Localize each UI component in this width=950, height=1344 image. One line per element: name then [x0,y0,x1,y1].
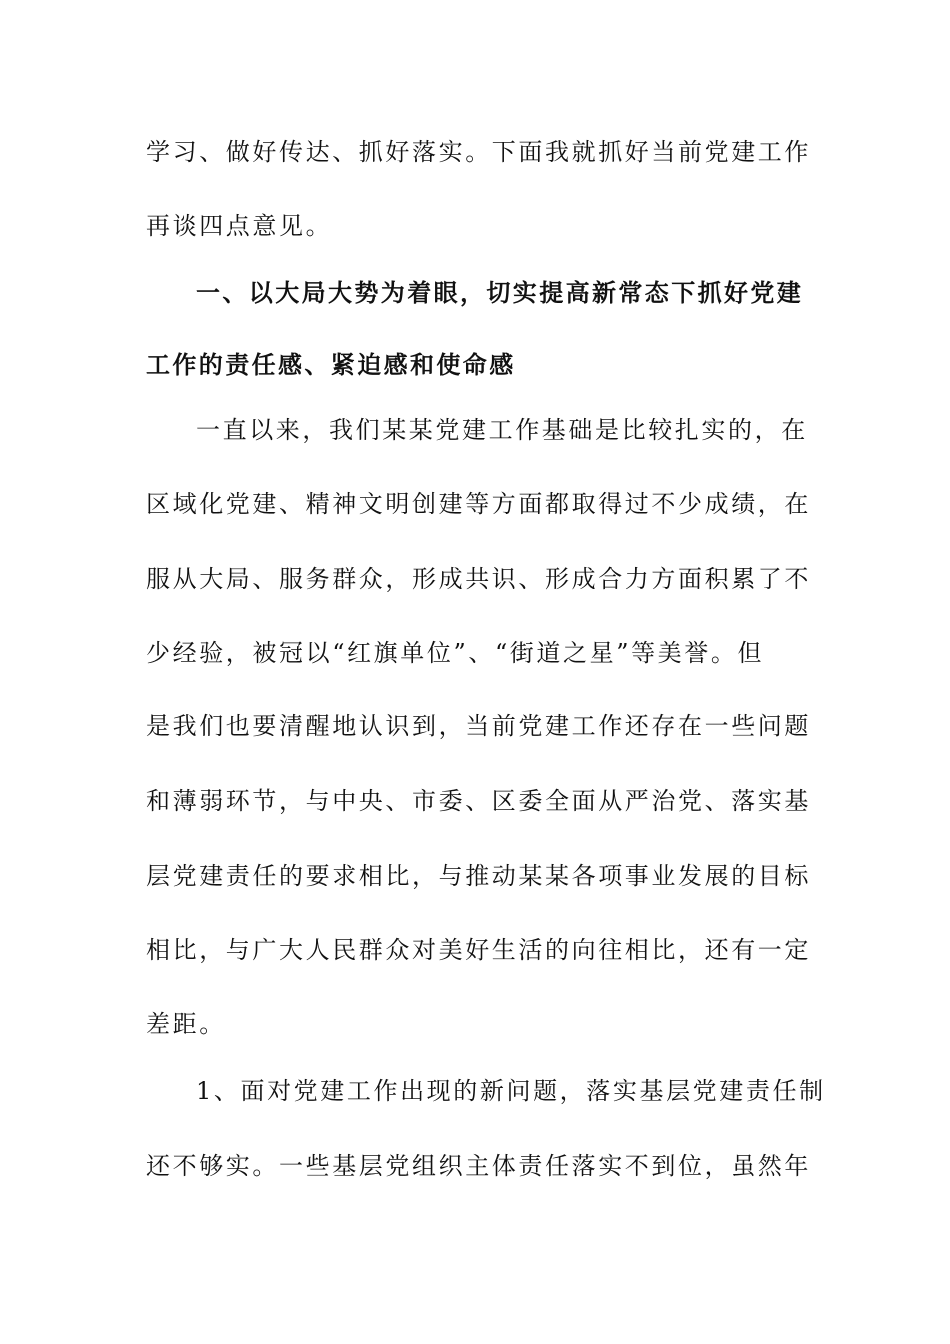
body-text-line: 层党建责任的要求相比，与推动某某各项事业发展的目标 [146,862,811,890]
body-text-line: 和薄弱环节，与中央、市委、区委全面从严治党、落实基 [146,787,811,815]
body-text-line: 区域化党建、精神文明创建等方面都取得过不少成绩，在 [146,490,811,518]
body-text-line: 少经验，被冠以“红旗单位”、“街道之星”等美誉。但 [146,639,765,667]
body-text-line: 学习、做好传达、抓好落实。下面我就抓好当前党建工作 [146,138,811,166]
body-text-line: 一直以来，我们某某党建工作基础是比较扎实的，在 [196,416,808,444]
body-text-line: 是我们也要清醒地认识到，当前党建工作还存在一些问题 [146,712,811,740]
section-heading-line: 一、以大局大势为着眼，切实提高新常态下抓好党建 [196,279,804,307]
body-text-line: 还不够实。一些基层党组织主体责任落实不到位，虽然年 [146,1152,811,1180]
section-heading-line: 工作的责任感、紧迫感和使命感 [146,351,516,379]
body-text-line: 相比，与广大人民群众对美好生活的向往相比，还有一定 [146,936,811,964]
body-text-line: 差距。 [146,1010,226,1038]
body-text-line: 1、面对党建工作出现的新问题，落实基层党建责任制 [196,1077,826,1105]
body-text-line: 服从大局、服务群众，形成共识、形成合力方面积累了不 [146,565,811,593]
body-text-line: 再谈四点意见。 [146,212,333,240]
